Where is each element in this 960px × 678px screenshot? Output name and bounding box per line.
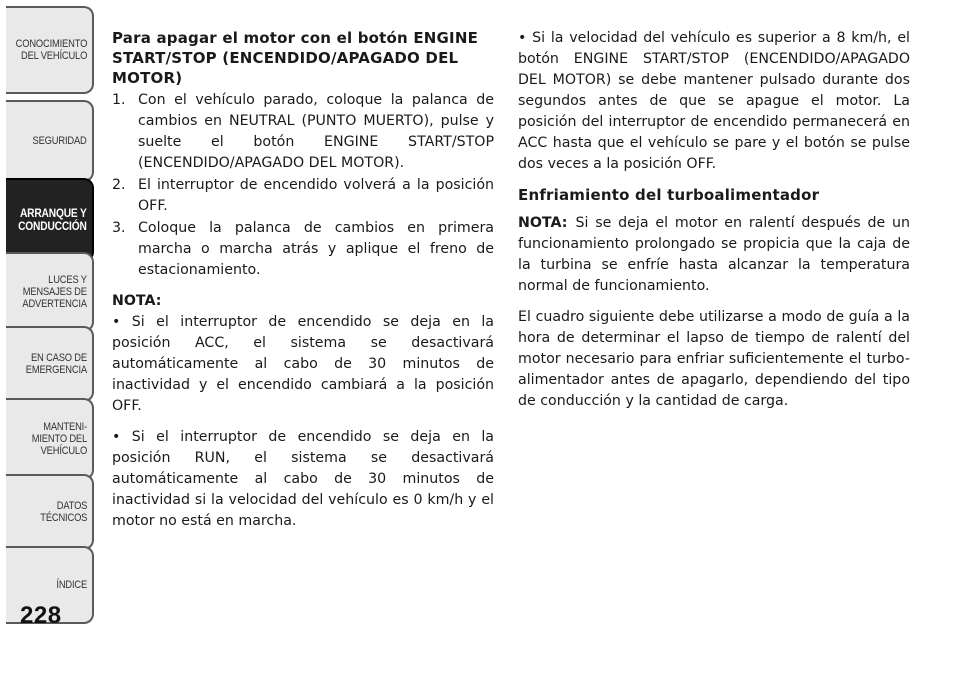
step-text: Coloque la palanca de cambios en primera marcha o marcha atrás y aplique el freno de estacionamiento. [138, 220, 494, 278]
note-label: NOTA: [518, 215, 568, 231]
right-column [518, 28, 910, 422]
tab-luces-y-mensajes[interactable] [6, 252, 94, 332]
chapter-tabs [0, 0, 100, 640]
note-text: Si se deja el motor en ralentí después de un funcionamiento prolongado se propicia que la caja de la turbina se enfríe hasta alcanzar la temperatura normal de funcionamiento. [518, 215, 910, 294]
step-number: 2. [112, 177, 126, 193]
tab-seguridad[interactable] [6, 100, 94, 182]
body-paragraph: El cuadro siguiente debe utilizarse a modo de guía a la hora de determinar el lapso de tiempo de ralentí del motor necesario para enfriar suficientemente el turbo-alimentador antes de apagarlo, dependiendo del tipo de conducción y la cantidad de carga. [518, 309, 910, 409]
section-heading: Enfriamiento del turboalimentador [518, 186, 820, 204]
tab-label: LUCES Y MENSAJES DE ADVERTENCIA [22, 274, 87, 310]
tab-arranque-y-conduccion[interactable] [6, 178, 94, 262]
note-bullet: • Si la velocidad del vehículo es superior a 8 km/h, el botón ENGINE START/STOP (ENCENDIDO/APAGADO DEL MOTOR) se debe mantener pulsado durante dos segundos antes de que se apague el motor. La posición del interruptor de encendido permanecerá en ACC hasta que el vehículo se pare y el botón se pulse dos veces a la posición OFF. [518, 30, 910, 172]
step-number: 3. [112, 220, 126, 236]
note-title: NOTA: [112, 293, 162, 309]
tab-datos-tecnicos[interactable] [6, 474, 94, 550]
list-item [112, 218, 494, 281]
note-paragraph [518, 213, 910, 297]
step-text: El interruptor de encendido volverá a la posición OFF. [138, 177, 494, 214]
list-item [112, 90, 494, 174]
tab-label: EN CASO DE EMERGENCIA [25, 352, 87, 376]
page-number: 228 [20, 602, 62, 629]
steps-list [112, 90, 494, 281]
tab-label: ÍNDICE [56, 579, 87, 591]
tab-label: CONOCIMIENTO DEL VEHÍCULO [15, 38, 87, 62]
tab-conocimiento-del-vehiculo[interactable] [6, 6, 94, 94]
tab-mantenimiento-del-vehiculo[interactable] [6, 398, 94, 480]
tab-label: MANTENI- MIENTO DEL VEHÍCULO [31, 421, 87, 457]
list-item [112, 175, 494, 217]
section-heading: Para apagar el motor con el botón ENGINE START/STOP (ENCENDIDO/APAGADO DEL MOTOR) [112, 29, 479, 87]
note-bullet: • Si el interruptor de encendido se deja en la posición RUN, el sistema se desactivará automáticamente al cabo de 30 minutos de inactividad si la velocidad del vehículo es 0 km/h y el motor no está en marcha. [112, 429, 494, 529]
tab-label: SEGURIDAD [32, 135, 87, 147]
tab-label: DATOS TÉCNICOS [40, 500, 87, 524]
note-bullet: • Si el interruptor de encendido se deja en la posición ACC, el sistema se desactivará automáticamente al cabo de 30 minutos de inactividad y el encendido cambiará a la posición OFF. [112, 314, 494, 414]
tab-label: ARRANQUE Y CONDUCCIÓN [18, 206, 87, 233]
step-number: 1. [112, 92, 126, 108]
left-column [112, 28, 494, 542]
step-text: Con el vehículo parado, coloque la palanca de cambios en NEUTRAL (PUNTO MUERTO), pulse y suelte el botón ENGINE START/STOP (ENCENDIDO/APAGADO DEL MOTOR). [138, 92, 494, 171]
tab-en-caso-de-emergencia[interactable] [6, 326, 94, 402]
